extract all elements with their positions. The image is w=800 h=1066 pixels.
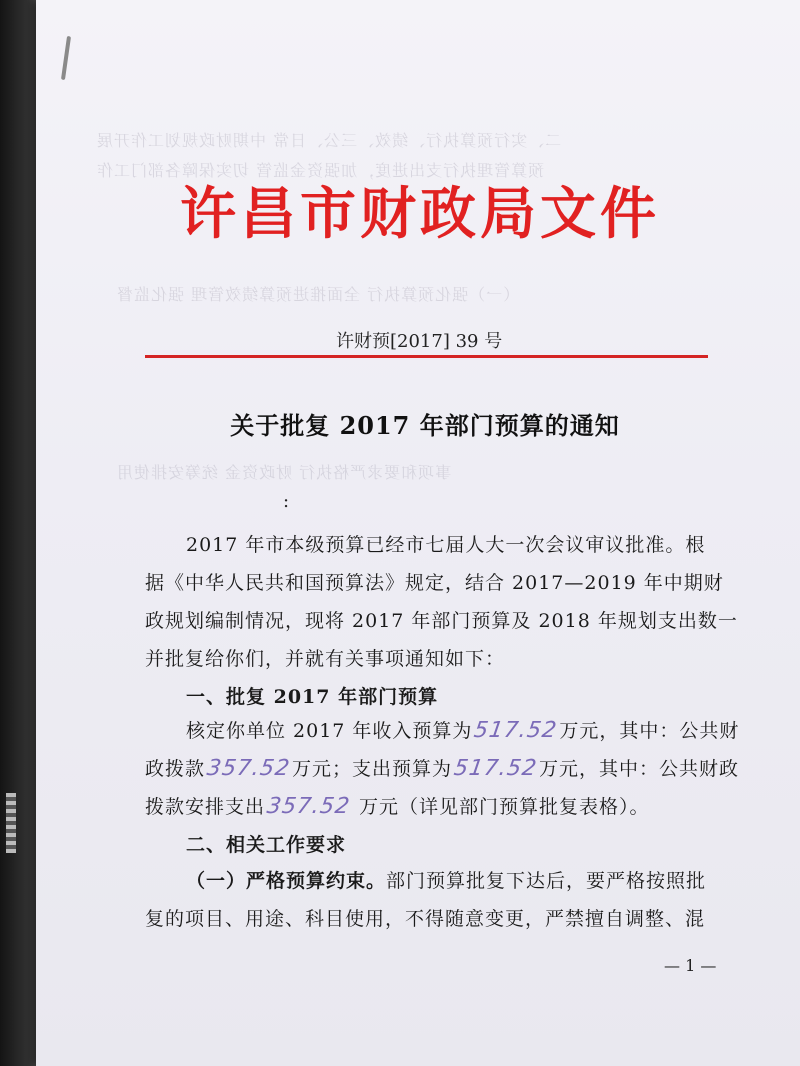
- recipient-line: :: [283, 491, 290, 512]
- body-text: 部门预算批复下达后，要严格按照批: [386, 870, 707, 892]
- body-line: [186, 716, 739, 743]
- body-line: 复的项目、用途、科目使用，不得随意变更，严禁擅自调整、混: [145, 908, 706, 930]
- body-line: [145, 792, 650, 819]
- body-text: 万元；支出预算为: [292, 758, 453, 780]
- binder-clip: [6, 793, 16, 853]
- body-text: 万元（详见部门预算批复表格）。: [352, 796, 650, 818]
- notice-title: 关于批复 2017 年部门预算的通知: [230, 411, 620, 440]
- document-header-title: 许昌市财政局文件: [180, 181, 660, 247]
- body-text: 政拨款: [145, 758, 206, 780]
- document-number: 许财预[2017] 39 号: [336, 331, 503, 352]
- page-number: — 1 —: [664, 956, 717, 975]
- body-text: 核定你单位 2017 年收入预算为: [186, 720, 473, 742]
- subsection-heading: （一）严格预算约束。: [186, 870, 387, 892]
- body-text: 万元，其中：公共财: [559, 720, 740, 742]
- body-line: 政规划编制情况，现将 2017 年部门预算及 2018 年规划支出数一: [145, 610, 738, 632]
- section-heading: 二、相关工作要求: [186, 834, 347, 856]
- bleed-through-text: 二、实行预算执行、绩效、三公、日常 中期财政规划工作开展: [96, 131, 562, 150]
- body-line: 2017 年市本级预算已经市七届人大一次会议审议批准。根: [186, 534, 706, 556]
- body-line: [186, 866, 706, 893]
- handwritten-amount: 357.52: [205, 756, 292, 781]
- section-heading: 一、批复 2017 年部门预算: [186, 686, 439, 708]
- bleed-through-text: 事项和要求严格执行 财政资金 统筹安排使用: [116, 463, 452, 482]
- body-line: 据《中华人民共和国预算法》规定，结合 2017—2019 年中期财: [145, 572, 724, 594]
- handwritten-amount: 517.52: [452, 756, 539, 781]
- body-text: 拨款安排支出: [145, 796, 266, 818]
- bleed-through-text: 预算管理执行支出进度，加强资金监管 切实保障各部门工作: [96, 161, 545, 180]
- handwritten-amount: 517.52: [472, 718, 560, 743]
- header-red-rule: [145, 355, 708, 358]
- bleed-through-text: （一）强化预算执行 全面推进预算绩效管理 强化监督: [116, 285, 520, 304]
- body-line: 并批复给你们，并就有关事项通知如下：: [145, 648, 506, 670]
- handwritten-amount: 357.52: [265, 794, 352, 819]
- body-text: 万元，其中：公共财政: [539, 758, 740, 780]
- staple-mark: [61, 36, 71, 80]
- body-line: [145, 754, 739, 781]
